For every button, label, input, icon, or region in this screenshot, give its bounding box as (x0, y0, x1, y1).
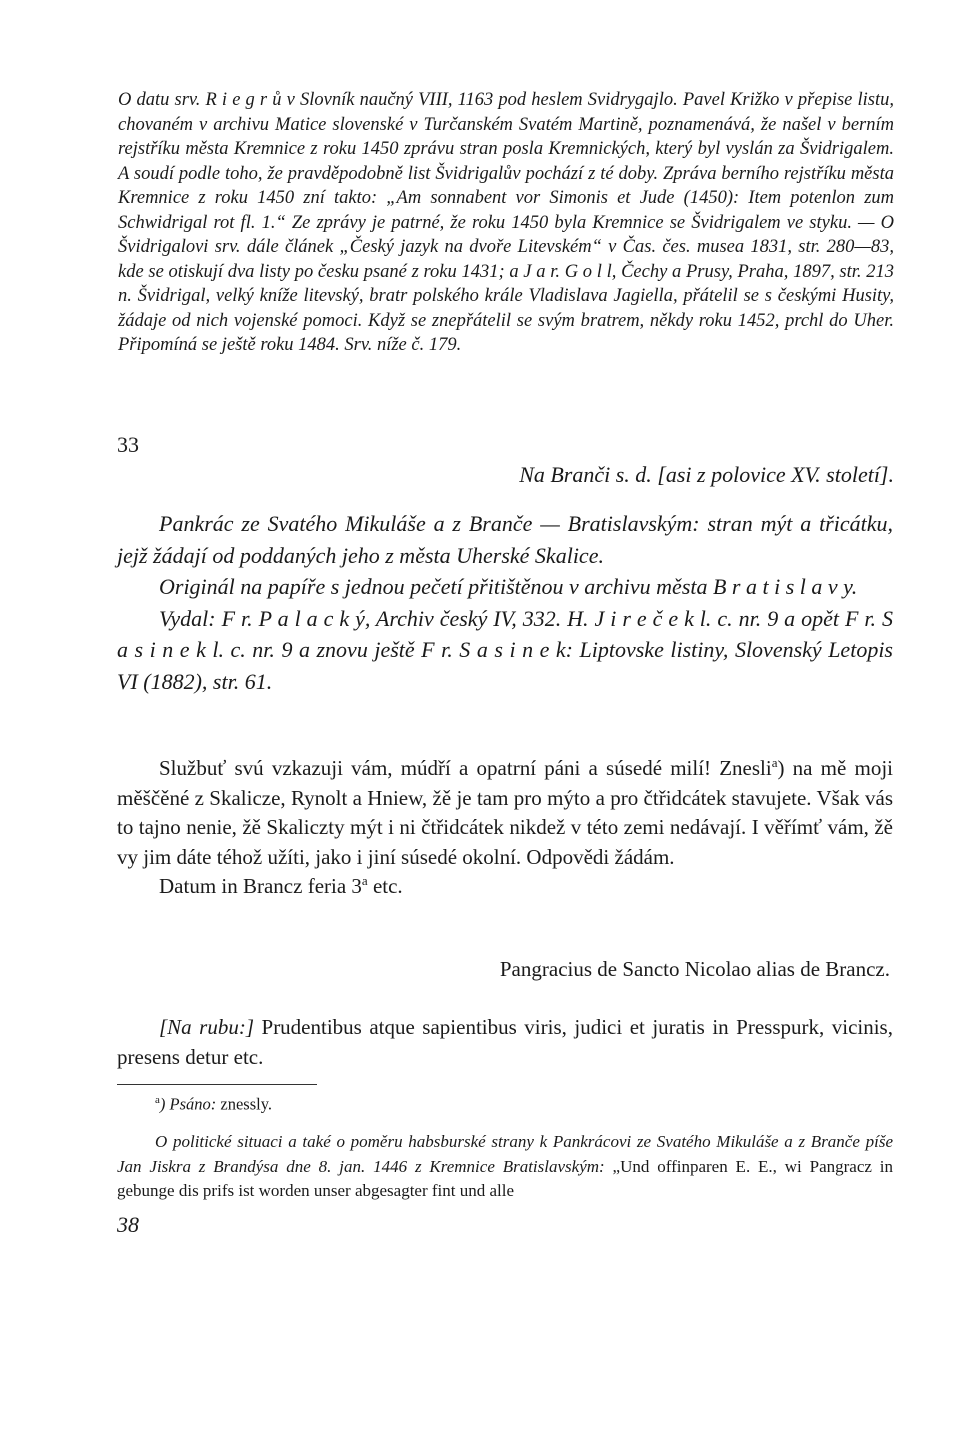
dateline: Na Branči s. d. [asi z polovice XV. století]. (519, 462, 894, 487)
signature-line: Pangracius de Sancto Nicolao alias de Brancz. (499, 957, 890, 981)
footnote-label: ) Psáno: (159, 1094, 217, 1114)
intro-text: O datu srv. R i e g r ů v Slovník naučný VIII, 1163 pod heslem Svidrygajlo. Pavel Križko v přepise listu, chovaném v archivu Matice slovenské v Turčanském Svatém Martině, poznamenává, že našel v berním rejstříku města Kremnice z roku 1450 zprávu stran posla Kremnických, který byl vyslán za Švidrigalem. A soudí podle toho, že pravděpodobně list Švidrigalův pochází z té doby. Zpráva berního rejstříku města Kremnice z roku 1450 zní takto: „Am sonnabent vor Simonis et Jude (1450): Item potenlon zum Schwidrigal rot fl. 1.“ Ze zprávy je patrné, že roku 1450 byla Kremnice se Švidrigalem ve styku. — O Švidrigalovi srv. dále článek „Český jazyk na dvoře Litevském“ v Čas. čes. musea 1831, str. 280—83, kde se otiskují dva listy po česku psané z roku 1431; a J a r. G o l l, Čechy a Prusy, Praha, 1897, str. 213 n. Švidrigal, velký kníže litevský, bratr polského krále Vladislava Jagiella, přátelil se s českými Husity, žádaje od nich vojenské pomoci. Když se znepřátelil se svým bratrem, někdy roku 1452, prchl do Uher. Připomíná se ještě roku 1484. Srv. níže č. 179. (118, 90, 894, 355)
footnote-divider (117, 1084, 317, 1085)
regest-block (117, 508, 893, 697)
datum-etc: etc. (367, 874, 403, 898)
commentary-italic: O politické situaci a také o poměru habsburské strany k Pankrácovi ze Svatého Mikuláše a z Branče píše Jan Jiskra z Brandýsa dne 8. jan. 1446 z Kremnice Bratislavským: (117, 1132, 893, 1176)
letter-text-part2: ) na mě moji měščěné z Skalicze, Rynolt a Hniew, žě je tam pro mýto a pro čtřidcátek stavujete. Však vás to tajno nenie, žě Skaliczty mýt i ni čtřidcátek nikdež v této zemi nedávají. I věřímť vám, žě vy jim dáte téhož užíti, jako i jiní súsedé okolní. Odpovědi žádám. (117, 756, 894, 869)
document-number: 33 (117, 432, 139, 457)
commentary-note (117, 1130, 893, 1204)
verso-address (117, 1012, 893, 1072)
verso-paragraph (117, 1012, 893, 1072)
letter-text (117, 754, 893, 902)
page-number: 38 (117, 1212, 139, 1237)
letter-paragraph (117, 754, 893, 872)
footnote-text: znessly. (216, 1094, 273, 1114)
regest-editions: Vydal: F r. P a l a c k ý, Archiv český IV, 332. H. J i r e č e k l. c. nr. 9 a opět F r. S a s i n e k l. c. nr. 9 a znovu ještě F r. S a s i n e k: Liptovske listiny, Slovenský Letopis VI (1882), str. 61. (117, 605, 893, 694)
intro-paragraph (118, 88, 894, 358)
verso-text: Prudentibus atque sapientibus viris, judici et juratis in Presspurk, vicinis, presens detur etc. (117, 1015, 893, 1069)
footnote (155, 1094, 272, 1115)
letter-text-part1: Službuť svú vzkazuji vám, múdří a opatrní páni a súsedé milí! Znesli (159, 756, 772, 780)
regest-original: Originál na papíře s jednou pečetí přitištěnou v archivu města B r a t i s l a v y. (159, 574, 858, 599)
datum-superscript: a (361, 873, 368, 888)
commentary-quote: „Und offinparen E. E., wi Pangracz in gebunge dis prifs ist worden unser abgesagter fint und alle (117, 1156, 893, 1200)
footnote-mark: a (155, 1094, 160, 1106)
regest-summary: Pankrác ze Svatého Mikuláše a z Branče — Bratislavským: stran mýt a třicátku, jejž žádají od poddaných jeho z města Uherské Skalice. (117, 511, 893, 568)
datum-text: Datum in Brancz feria 3 (159, 874, 362, 898)
verso-label: [Na rubu:] (159, 1015, 255, 1039)
footnote-reference: a (771, 755, 778, 770)
commentary-paragraph (117, 1130, 893, 1204)
datum-line (117, 872, 893, 902)
